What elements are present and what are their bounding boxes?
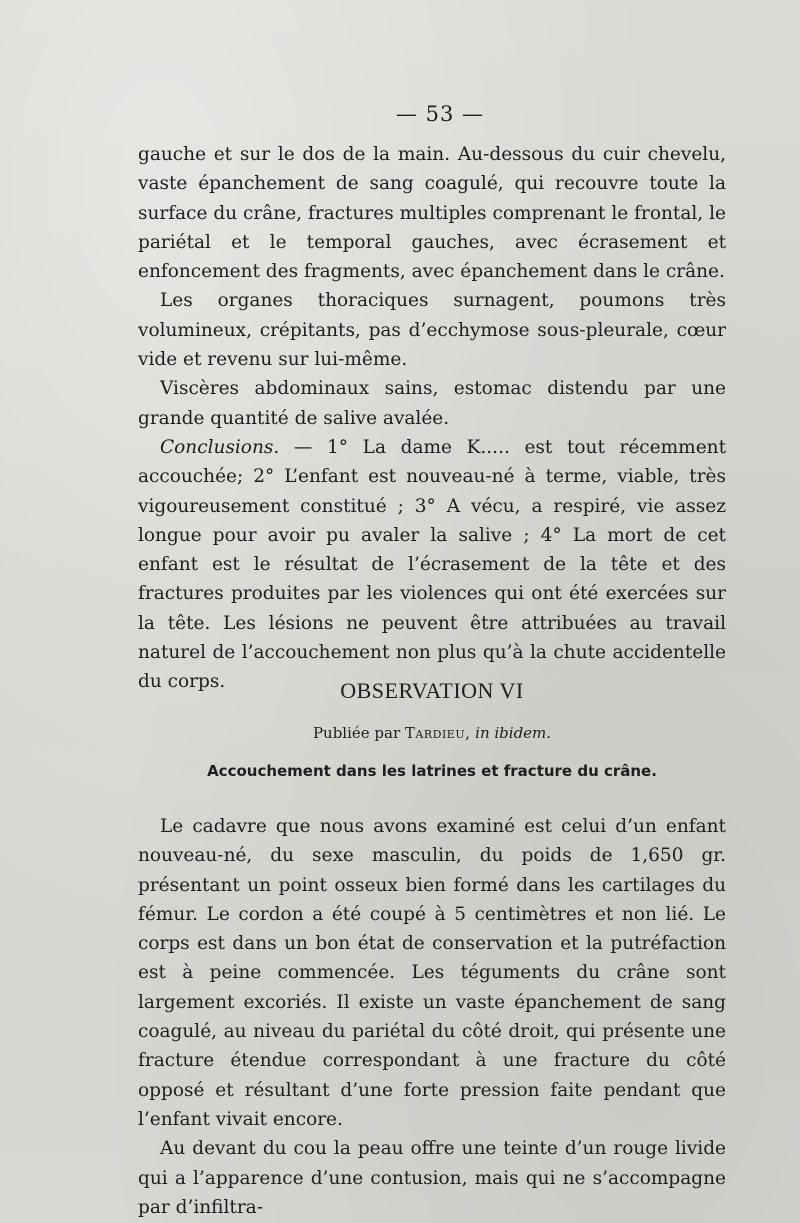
source-prefix: Publiée par: [312, 724, 405, 742]
source-author: Tardieu,: [404, 724, 471, 742]
conclusions-text: — 1° La dame K..... est tout récemment accouchée; 2° L’enfant est nouveau-né à terme, viable, très vigoureusement constitué ; 3° A vécu, a respiré, vie assez longue pour avoir pu avaler la salive ; 4° La mort de cet enfant est le résultat de l’écrasement de la tête et des fractures produites par les violences qui ont été exercées sur la tête. Les lésions ne peuvent être attribuées au travail naturel de l’accouchement non plus qu’à la chute accidentelle du corps.: [138, 436, 726, 693]
paragraph: Au devant du cou la peau offre une teinte d’un rouge livide qui a l’apparence d’une contusion, mais qui ne s’accompagne par d’infiltra-: [138, 1138, 726, 1218]
continuation-text: [138, 140, 726, 697]
conclusions-paragraph: [138, 433, 726, 697]
observation-source: [138, 722, 726, 744]
observation-text: [138, 812, 726, 1222]
source-reference: in ibidem.: [475, 724, 552, 742]
conclusions-label: Conclusions.: [160, 436, 280, 458]
observation-subtitle: Accouchement dans les latrines et fracture du crâne.: [207, 762, 657, 780]
page-number: — 53 —: [395, 102, 485, 126]
paragraph: Viscères abdominaux sains, estomac distendu par une grande quantité de salive avalée.: [138, 378, 726, 429]
observation-title: OBSERVATION VI: [340, 678, 524, 703]
paragraph: Les organes thoraciques surnagent, poumons très volumineux, crépitants, pas d’ecchymose sous-pleurale, cœur vide et revenu sur lui-même.: [138, 290, 726, 371]
paragraph: gauche et sur le dos de la main. Au-dessous du cuir chevelu, vaste épanchement de sang coagulé, qui recouvre toute la surface du crâne, fractures multiples comprenant le frontal, le pariétal et le temporal gauches, avec écrasement et enfoncement des fragments, avec épanchement dans le crâne.: [138, 144, 726, 283]
paragraph: Le cadavre que nous avons examiné est celui d’un enfant nouveau-né, du sexe masculin, du poids de 1,650 gr. présentant un point osseux bien formé dans les cartilages du fémur. Le cordon a été coupé à 5 centimètres et non lié. Le corps est dans un bon état de conservation et la putréfaction est à peine commencée. Les téguments du crâne sont largement excoriés. Il existe un vaste épanchement de sang coagulé, au niveau du pariétal du côté droit, qui présente une fracture étendue correspondant à une fracture du côté opposé et résultant d’une forte pression faite pendant que l’enfant vivait encore.: [138, 816, 726, 1130]
